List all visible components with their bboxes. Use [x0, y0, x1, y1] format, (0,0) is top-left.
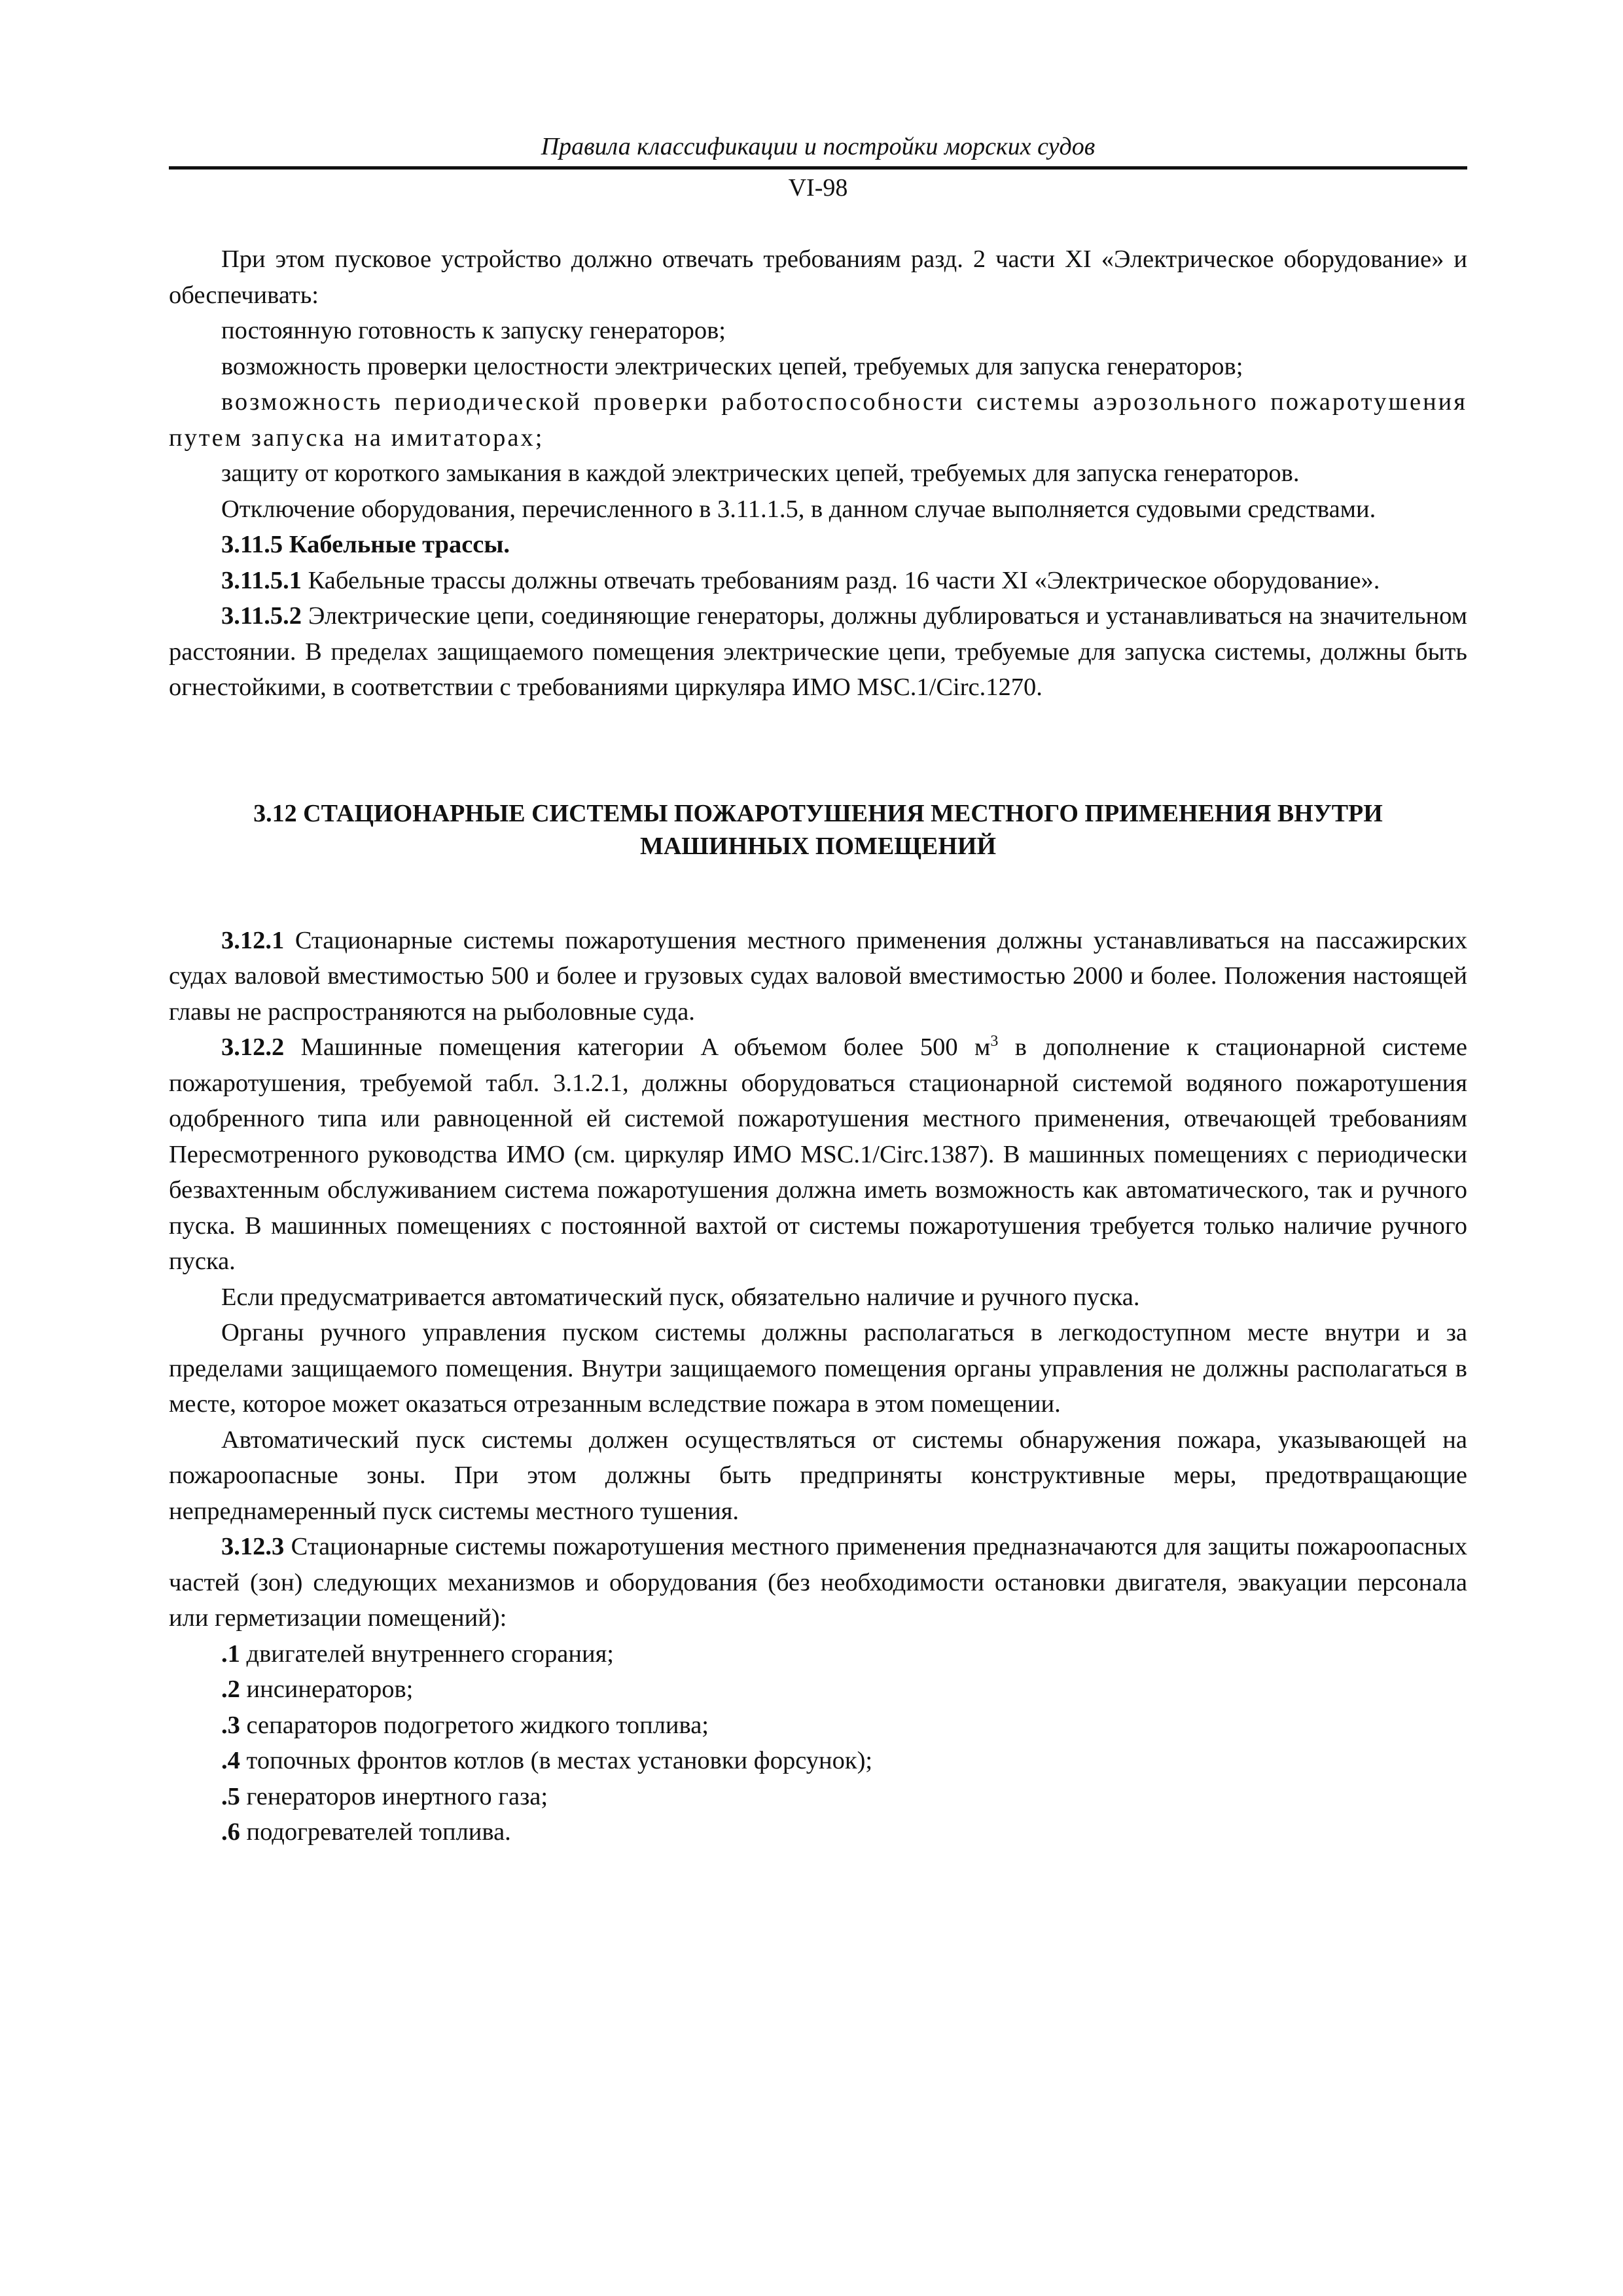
- clause-text: Кабельные трассы должны отвечать требованиям разд. 16 части XI «Электрическое оборудование».: [302, 566, 1380, 594]
- body-paragraph: Органы ручного управления пуском системы должны располагаться в легкодоступном месте внутри и за пределами защищаемого помещения. Внутри защищаемого помещения органы управления не должны располагаться в месте, которое может оказаться отрезанным вследствие пожара в этом помещении.: [169, 1319, 1467, 1418]
- page-number: VI-98: [788, 174, 848, 202]
- list-item-number: .3: [221, 1711, 240, 1739]
- list-item-text: инсинераторов;: [240, 1676, 414, 1703]
- clause-text: Машинные помещения категории A объемом более 500 м: [284, 1033, 991, 1061]
- list-item: [169, 1779, 1467, 1815]
- list-item-text: генераторов инертного газа;: [240, 1782, 548, 1810]
- body-paragraph: Если предусматривается автоматический пуск, обязательно наличие и ручного пуска.: [221, 1283, 1140, 1311]
- list-item-text: сепараторов подогретого жидкого топлива;: [240, 1711, 709, 1739]
- page-body: [169, 242, 1467, 1850]
- list-item-number: .5: [221, 1782, 240, 1810]
- subsection-heading: 3.11.5 Кабельные трассы.: [221, 531, 510, 558]
- section-title-line: 3.12 СТАЦИОНАРНЫЕ СИСТЕМЫ ПОЖАРОТУШЕНИЯ МЕСТНОГО ПРИМЕНЕНИЯ ВНУТРИ: [253, 799, 1383, 827]
- clause-number: 3.12.1: [221, 926, 285, 954]
- intro-list-item: возможность проверки целостности электрических цепей, требуемых для запуска генераторов;: [221, 352, 1243, 380]
- list-item-text: двигателей внутреннего сгорания;: [240, 1640, 614, 1668]
- intro-list-item: постоянную готовность к запуску генераторов;: [221, 317, 726, 344]
- list-item-number: .6: [221, 1818, 240, 1846]
- section-title: [169, 797, 1467, 863]
- list-item: [169, 1708, 1467, 1744]
- clause-paragraph: [169, 598, 1467, 706]
- list-item: [169, 1636, 1467, 1672]
- list-item-number: .4: [221, 1747, 240, 1774]
- intro-paragraph: Отключение оборудования, перечисленного в 3.11.1.5, в данном случае выполняется судовыми средствами.: [221, 495, 1376, 523]
- clause-text: Стационарные системы пожаротушения местного применения должны устанавливаться на пассажирских судах валовой вместимостью 500 и более и грузовых судах валовой вместимостью 2000 и более. Положения настоящей главы не распространяются на рыболовные суда.: [169, 926, 1467, 1026]
- list-item: [169, 1814, 1467, 1850]
- list-item-text: подогревателей топлива.: [240, 1818, 511, 1846]
- superscript: 3: [990, 1033, 999, 1050]
- intro-list-item: возможность периодической проверки работоспособности системы аэрозольного пожаротушения путем запуска на имитаторах;: [169, 388, 1467, 452]
- list-item-text: топочных фронтов котлов (в местах установки форсунок);: [240, 1747, 873, 1774]
- clause-text: в дополнение к стационарной системе пожаротушения, требуемой табл. 3.1.2.1, должны оборудоваться стационарной системой водяного пожаротушения одобренного типа или равноценной ей системой пожаротушения местного применения, отвечающей требованиям Пересмотренного руководства ИМО (см. циркуляр ИМО MSC.1/Circ.1387). В машинных помещениях с периодически безвахтенным обслуживанием система пожаротушения должна иметь возможность как автоматического, так и ручного пуска. В машинных помещениях с постоянной вахтой от системы пожаротушения требуется только наличие ручного пуска.: [169, 1033, 1467, 1275]
- section-title-line: МАШИННЫХ ПОМЕЩЕНИЙ: [639, 832, 997, 860]
- clause-paragraph: [169, 563, 1467, 599]
- clause-number: 3.12.2: [221, 1033, 285, 1061]
- list-item-number: .2: [221, 1676, 240, 1703]
- clause-text: Стационарные системы пожаротушения местного применения предназначаются для защиты пожароопасных частей (зон) следующих механизмов и оборудования (без необходимости остановки двигателя, эвакуации персонала или герметизации помещений):: [169, 1533, 1467, 1632]
- list-item-number: .1: [221, 1640, 240, 1668]
- intro-paragraph: При этом пусковое устройство должно отвечать требованиям разд. 2 части XI «Электрическое оборудование» и обеспечивать:: [169, 245, 1467, 309]
- clause-text: Электрические цепи, соединяющие генераторы, должны дублироваться и устанавливаться на значительном расстоянии. В пределах защищаемого помещения электрические цепи, требуемые для запуска системы, должны быть огнестойкими, в соответствии с требованиями циркуляра ИМО MSC.1/Circ.1270.: [169, 602, 1467, 701]
- clause-number: 3.12.3: [221, 1533, 285, 1560]
- clause-paragraph: [169, 1030, 1467, 1280]
- intro-list-item: защиту от короткого замыкания в каждой электрических цепей, требуемых для запуска генераторов.: [221, 459, 1300, 487]
- clause-number: 3.11.5.1: [221, 566, 302, 594]
- running-title: Правила классификации и постройки морских судов: [541, 133, 1096, 160]
- list-item: [169, 1743, 1467, 1779]
- clause-paragraph: [169, 923, 1467, 1030]
- clause-paragraph: [169, 1529, 1467, 1636]
- header-rule: [169, 166, 1467, 170]
- list-item: [169, 1672, 1467, 1708]
- clause-number: 3.11.5.2: [221, 602, 302, 630]
- body-paragraph: Автоматический пуск системы должен осуществляться от системы обнаружения пожара, указывающей на пожароопасные зоны. При этом должны быть предприняты конструктивные меры, предотвращающие непреднамеренный пуск системы местного тушения.: [169, 1426, 1467, 1525]
